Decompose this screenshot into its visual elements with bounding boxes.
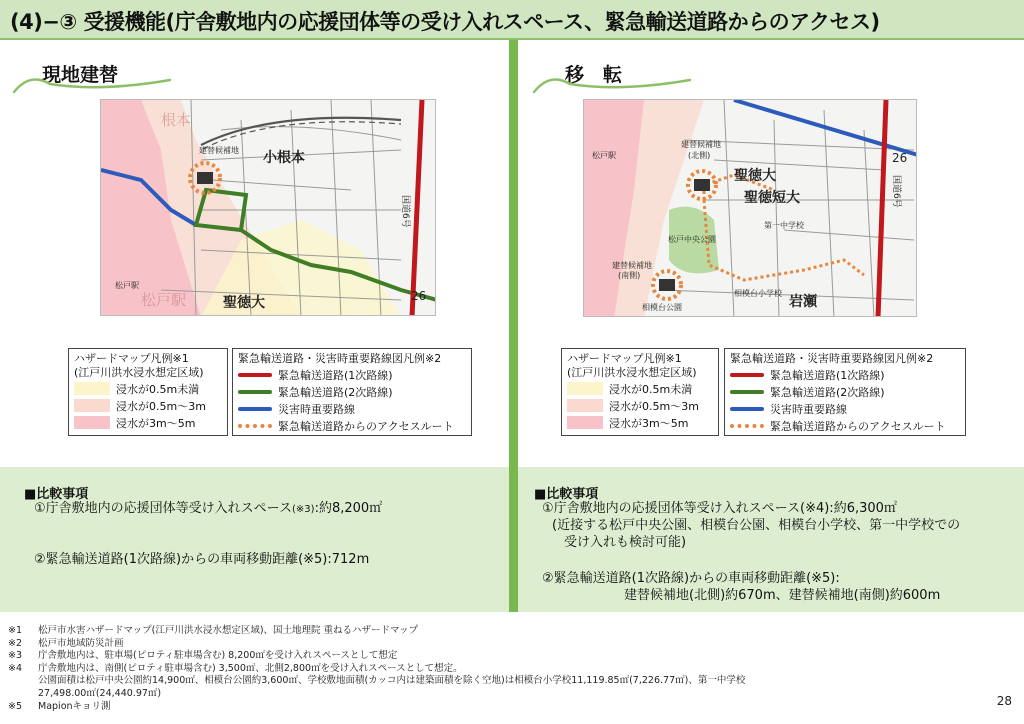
right-map-district-c: 岩瀬	[789, 294, 817, 310]
footnote-mark: ※1	[8, 625, 23, 636]
right-compare-item-2: ②緊急輸送道路(1次路線)からの車両移動距離(※5):	[542, 571, 840, 586]
footnote-row	[8, 625, 745, 638]
secondary-route-swatch	[238, 390, 272, 394]
hazard-legend-subtitle: (江戸川洪水浸水想定区域)	[74, 366, 204, 379]
left-hazard-legend	[68, 348, 228, 436]
map-highway-label: 国道6号	[400, 195, 410, 228]
road-legend-row-access	[730, 417, 960, 434]
footnote-mark: ※5	[8, 700, 23, 712]
right-compare-panel	[518, 467, 1024, 612]
footnote-text: Mapionキョリ測	[38, 700, 111, 712]
right-compare-item-1-sub1: (近接する松戸中央公園、相模台公園、相模台小学校、第一中学校での	[552, 518, 961, 533]
right-compare-item-1-sub2: 受け入れも検討可能)	[564, 535, 687, 550]
left-item1-value: :約8,200㎡	[314, 501, 383, 516]
footnote-text: 松戸市水害ハザードマップ(江戸川洪水浸水想定区域)、国土地理院 重ねるハザードマップ	[38, 625, 419, 636]
flood-high-swatch	[567, 416, 603, 429]
map-label-district-b: 聖徳大	[223, 295, 265, 311]
road-label-secondary: 緊急輸送道路(2次路線)	[278, 385, 393, 399]
hazard-label-high: 浸水が3m〜5m	[609, 416, 689, 430]
right-map-candidate-south-1: 建替候補地	[612, 261, 652, 270]
left-item1-note: (※3)	[292, 504, 315, 515]
footnote-mark	[8, 675, 38, 688]
right-road-legend	[724, 348, 966, 436]
road-label-access: 緊急輸送道路からのアクセスルート	[278, 419, 454, 433]
road-legend-title: 緊急輸送道路・災害時重要路線図凡例※2	[730, 352, 934, 365]
flood-high-swatch	[74, 416, 110, 429]
road-legend-row-disaster	[730, 400, 960, 417]
footnote-row	[8, 675, 745, 688]
footnote-row	[8, 688, 745, 701]
left-compare-item-1	[34, 500, 382, 518]
road-label-primary: 緊急輸送道路(1次路線)	[278, 368, 393, 382]
map-label-station: 松戸駅	[115, 281, 139, 290]
map-route-number: 26	[411, 289, 427, 303]
right-map-station: 松戸駅	[592, 151, 616, 160]
road-label-disaster: 災害時重要路線	[770, 402, 847, 416]
right-map-candidate-north-1: 建替候補地	[681, 140, 721, 149]
flood-low-swatch	[567, 382, 603, 395]
left-road-legend	[232, 348, 472, 436]
footnote-row	[8, 650, 745, 663]
right-compare-title: ■比較事項	[534, 487, 599, 502]
page-number: 28	[996, 694, 1012, 708]
secondary-route-swatch	[730, 390, 764, 394]
right-map-candidate-south-2: (南側)	[618, 271, 641, 280]
footnote-text: 27,498.00㎡(24,440.97㎡)	[38, 687, 162, 699]
right-map-district-b: 聖徳短大	[744, 190, 800, 206]
right-map-park: 松戸中央公園	[668, 235, 716, 244]
footnote-row	[8, 701, 745, 714]
right-map-route-number: 26	[892, 151, 908, 165]
footnotes	[8, 625, 745, 713]
left-map	[100, 99, 436, 316]
footnote-text: 松戸市地域防災計画	[38, 637, 124, 649]
hazard-legend-subtitle: (江戸川洪水浸水想定区域)	[567, 366, 697, 379]
left-item1-text: ①庁舎敷地内の応援団体等受け入れスペース	[34, 501, 293, 516]
left-section-heading: 現地建替	[42, 64, 119, 86]
footnote-text: 公園面積は松戸中央公園約14,900㎡、相模台公園約3,600㎡、学校敷地面積(カッコ内は建築面積を除く空地)は相模台小学校11,119.85㎡(7,226.77㎡)、第一中学校	[38, 675, 746, 687]
primary-route-swatch	[238, 373, 272, 377]
right-map-highway: 国道6号	[891, 175, 901, 208]
map-label-district-a: 小根本	[263, 150, 305, 166]
flood-mid-swatch	[567, 399, 603, 412]
center-divider	[509, 40, 518, 612]
hazard-label-mid: 浸水が0.5m〜3m	[609, 399, 699, 413]
flood-mid-swatch	[74, 399, 110, 412]
road-legend-row-primary	[238, 366, 466, 383]
disaster-route-swatch	[730, 407, 764, 411]
footnote-mark: ※4	[8, 662, 23, 674]
map-faded-name: 根本	[161, 111, 192, 129]
road-label-secondary: 緊急輸送道路(2次路線)	[770, 385, 885, 399]
hazard-label-low: 浸水が0.5m未満	[116, 382, 200, 396]
left-compare-title: ■比較事項	[24, 487, 89, 502]
right-compare-item-2-sub: 建替候補地(北側)約670m、建替候補地(南側)約600m	[624, 588, 941, 603]
hazard-legend-row-low	[74, 380, 222, 397]
disaster-route-swatch	[238, 407, 272, 411]
right-map-school2: 相模台小学校	[734, 289, 782, 298]
hazard-legend-row-low	[567, 380, 713, 397]
footnote-mark	[8, 688, 38, 701]
left-heading-swoosh	[10, 66, 180, 96]
title-bar	[0, 0, 1024, 40]
hazard-legend-row-high	[567, 414, 713, 431]
road-legend-row-disaster	[238, 400, 466, 417]
right-section-heading: 移 転	[565, 64, 623, 86]
right-map-candidate-north-2: (北側)	[688, 151, 711, 160]
footnote-text: 庁舎敷地内は、南側(ピロティ駐車場含む) 3,500㎡、北側2,800㎡を受け入れスペースとして想定。	[38, 662, 463, 674]
road-legend-title: 緊急輸送道路・災害時重要路線図凡例※2	[238, 352, 442, 365]
primary-route-swatch	[730, 373, 764, 377]
page-title: (4)−③ 受援機能(庁舎敷地内の応援団体等の受け入れスペース、緊急輸送道路からのアクセス)	[10, 10, 880, 34]
hazard-legend-row-high	[74, 414, 222, 431]
road-label-disaster: 災害時重要路線	[278, 402, 355, 416]
footnote-text: 庁舎敷地内は、駐車場(ピロティ駐車場含む) 8,200㎡を受け入れスペースとして想定	[38, 650, 398, 662]
hazard-label-high: 浸水が3m〜5m	[116, 416, 196, 430]
hazard-legend-title: ハザードマップ凡例※1	[567, 352, 682, 365]
right-hazard-legend	[561, 348, 719, 436]
hazard-legend-row-mid	[567, 397, 713, 414]
footnote-mark: ※3	[8, 650, 23, 662]
footnote-row	[8, 638, 745, 651]
right-compare-item-1: ①庁舎敷地内の応援団体等受け入れスペース(※4):約6,300㎡	[542, 501, 897, 516]
hazard-legend-title: ハザードマップ凡例※1	[74, 352, 189, 365]
road-legend-row-secondary	[730, 383, 960, 400]
flood-low-swatch	[74, 382, 110, 395]
right-map-district-a: 聖徳大	[734, 168, 776, 184]
hazard-label-low: 浸水が0.5m未満	[609, 382, 693, 396]
road-label-access: 緊急輸送道路からのアクセスルート	[770, 419, 946, 433]
access-route-swatch	[238, 424, 272, 428]
road-legend-row-primary	[730, 366, 960, 383]
left-compare-panel	[0, 467, 509, 612]
right-map	[583, 99, 917, 317]
right-heading-swoosh	[530, 66, 700, 96]
road-legend-row-access	[238, 417, 466, 434]
map-label-candidate: 建替候補地	[199, 146, 239, 155]
right-map-school: 第一中学校	[764, 221, 804, 230]
footnote-row	[8, 663, 745, 676]
right-map-park2: 相模台公園	[642, 303, 682, 312]
map-faded-station: 松戸駅	[141, 291, 187, 309]
road-label-primary: 緊急輸送道路(1次路線)	[770, 368, 885, 382]
road-legend-row-secondary	[238, 383, 466, 400]
footnote-mark: ※2	[8, 637, 23, 649]
left-compare-item-2: ②緊急輸送道路(1次路線)からの車両移動距離(※5):712m	[34, 552, 370, 567]
hazard-legend-row-mid	[74, 397, 222, 414]
access-route-swatch	[730, 424, 764, 428]
hazard-label-mid: 浸水が0.5m〜3m	[116, 399, 206, 413]
